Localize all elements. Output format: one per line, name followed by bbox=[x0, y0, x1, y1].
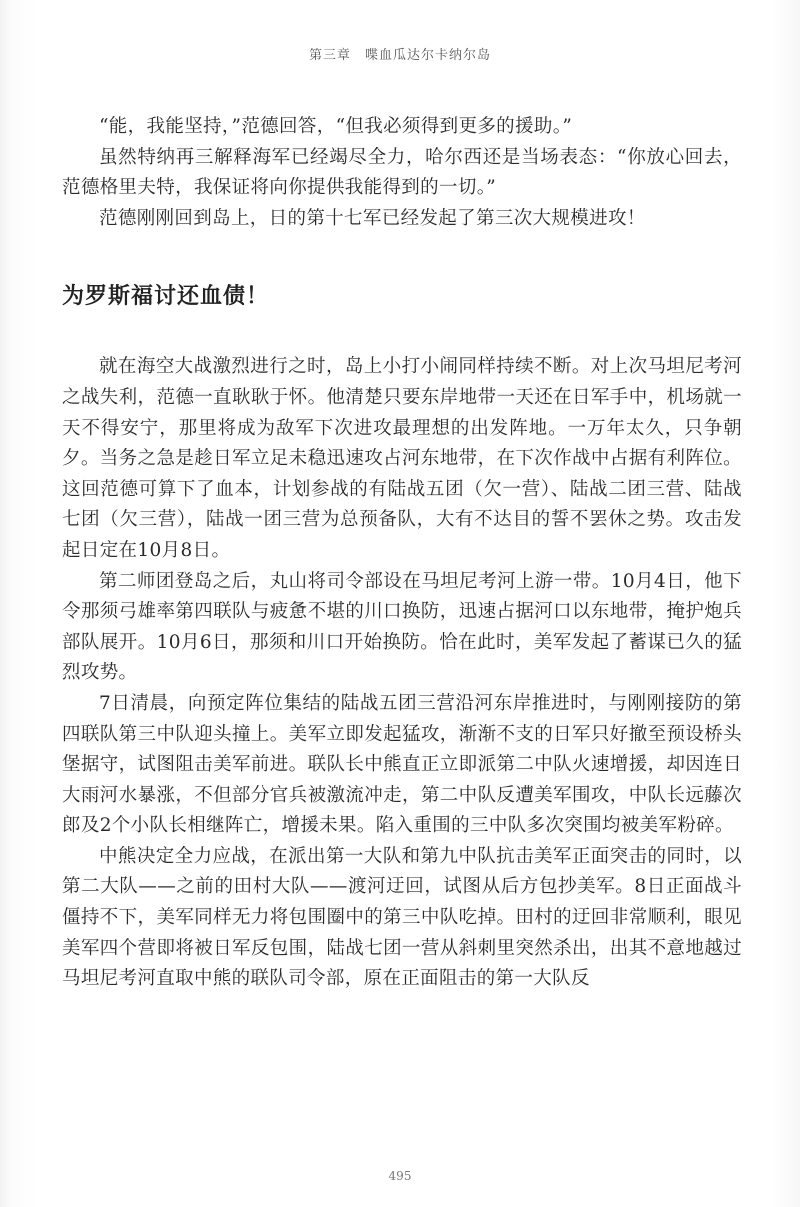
paragraph: 虽然特纳再三解释海军已经竭尽全力，哈尔西还是当场表态：“你放心回去，范德格里夫特，我保证将向你提供我能得到的一切。” bbox=[62, 146, 742, 199]
paragraph: 中熊决定全力应战，在派出第一大队和第九中队抗击美军正面突击的同时，以第二大队——之前的田村大队——渡河迂回，试图从后方包抄美军。8日正面战斗僵持不下，美军同样无力将包围圈中的第三中队吃掉。田村的迂回非常顺利，眼见美军四个营即将被日军反包围，陆战七团一营从斜刺里突然杀出，出其不意地越过马坦尼考河直取中熊的联队司令部，原在正面阻击的第一大队反 bbox=[62, 845, 742, 990]
paragraph: “能，我能坚持，”范德回答，“但我必须得到更多的援助。” bbox=[99, 116, 573, 137]
paragraph: 范德刚刚回到岛上，日的第十七军已经发起了第三次大规模进攻！ bbox=[99, 207, 646, 229]
running-header: 第三章 喋血瓜达尔卡纳尔岛 bbox=[308, 48, 491, 63]
section-heading: 为罗斯福讨还血债！ bbox=[62, 284, 270, 310]
paragraph: 就在海空大战激烈进行之时，岛上小打小闹同样持续不断。对上次马坦尼考河之战失利，范德一直耿耿于怀。他清楚只要东岸地带一天还在日军手中，机场就一天不得安宁，那里将成为敌军下次进攻最理想的出发阵地。一万年太久，只争朝夕。当务之急是趁日军立足未稳迅速攻占河东地带，在下次作战中占据有利阵位。这回范德可算下了血本，计划参战的有陆战五团（欠一营）、陆战二团三营、陆战七团（欠三营），陆战一团三营为总预备队，大有不达目的誓不罢休之势。攻击发起日定在10月8日。 bbox=[62, 356, 742, 561]
section-body bbox=[62, 352, 742, 994]
paragraph: 7日清晨，向预定阵位集结的陆战五团三营沿河东岸推进时，与刚刚接防的第四联队第三中队迎头撞上。美军立即发起猛攻，渐渐不支的日军只好撤至预设桥头堡据守，试图阻击美军前进。联队长中熊直正立即派第二中队火速增援，却因连日大雨河水暴涨，不但部分官兵被激流冲走，第二中队反遭美军围攻，中队长远藤次郎及2个小队长相继阵亡，增援未果。陷入重围的三中队多次突围均被美军粉碎。 bbox=[62, 692, 742, 837]
page-content bbox=[62, 112, 742, 995]
page-number: 495 bbox=[388, 1169, 412, 1183]
paragraph: 第二师团登岛之后，丸山将司令部设在马坦尼考河上游一带。10月4日，他下令那须弓雄率第四联队与疲惫不堪的川口换防，迅速占据河口以东地带，掩护炮兵部队展开。10月6日，那须和川口开始换防。恰在此时，美军发起了蓄谋已久的猛烈攻势。 bbox=[62, 570, 742, 684]
